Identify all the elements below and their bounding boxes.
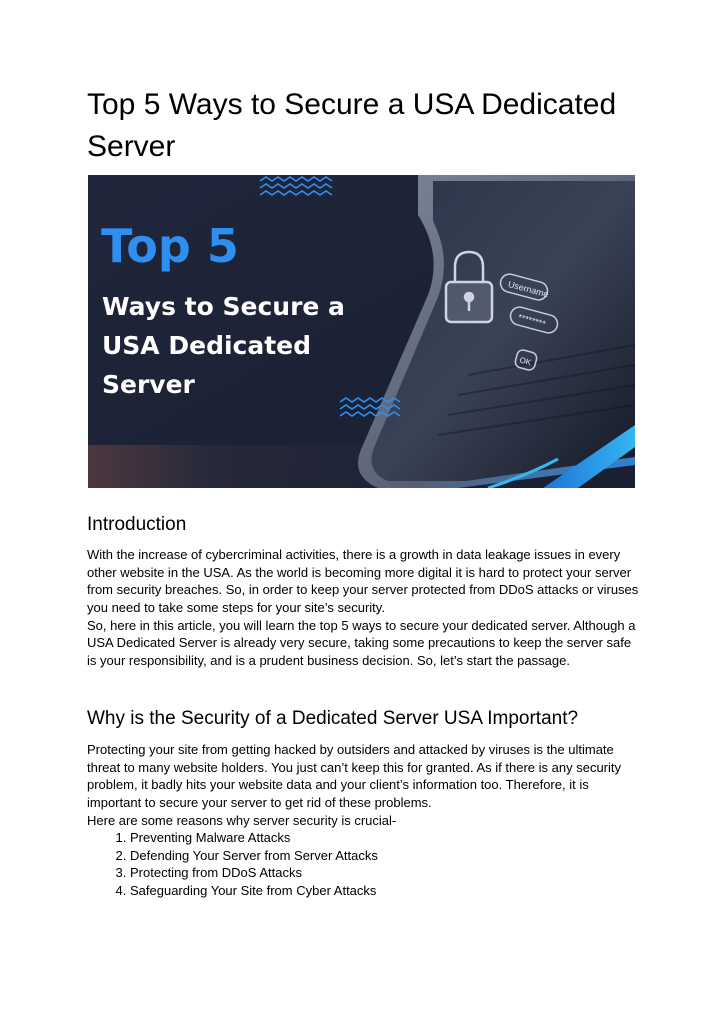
list-item: 2. Defending Your Server from Server Attacks — [130, 847, 378, 865]
introduction-paragraph-2: So, here in this article, you will learn the top 5 ways to secure your dedicated server. Although a USA Dedicated Server is already very secure, taking some precautions to keep the server safe is your responsibility, and is a prudent business decision. So, let’s start the passage. — [87, 617, 636, 668]
hero-banner-image — [88, 175, 635, 488]
introduction-paragraph-1: With the increase of cybercriminal activities, there is a growth in data leakage issues in every other website in the USA. As the world is becoming more digital it is hard to protect your server from security breaches. So, in order to keep your server protected from DDoS attacks or viruses you need to take some steps for your site’s security. — [87, 547, 639, 615]
hero-headline-line2: USA Dedicated — [102, 331, 312, 360]
document-title: Top 5 Ways to Secure a USA Dedicated Server — [87, 88, 617, 163]
introduction-heading: Introduction — [87, 514, 187, 535]
list-item: 3. Protecting from DDoS Attacks — [130, 864, 378, 882]
hero-headline-line1: Ways to Secure a — [102, 292, 345, 321]
hero-graphic — [88, 175, 635, 488]
password-field-mask: ******** — [516, 311, 547, 329]
why-security-heading: Why is the Security of a Dedicated Server USA Important? — [87, 708, 579, 729]
why-security-paragraph-1: Protecting your site from getting hacked by outsiders and attacked by viruses is the ultimate threat to many website holders. You just can’t keep this for granted. As if there is any security problem, it badly hits your website data and your client’s information too. Therefore, it is important to secure your server to get rid of these problems. — [87, 742, 622, 810]
hero-headline-big: Top 5 — [101, 219, 239, 273]
list-item: 4. Safeguarding Your Site from Cyber Attacks — [130, 882, 378, 900]
reasons-list — [87, 829, 378, 899]
why-security-paragraph-2: Here are some reasons why server security is crucial- — [87, 812, 397, 828]
hero-headline-line3: Server — [102, 370, 195, 399]
ok-button-label: OK — [518, 355, 533, 368]
username-field-label: Username — [506, 278, 550, 300]
list-item: 1. Preventing Malware Attacks — [130, 829, 378, 847]
